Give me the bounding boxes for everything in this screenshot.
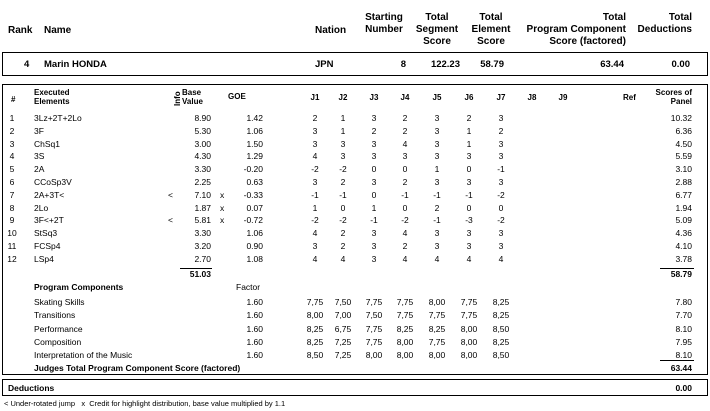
element-judge-1: -2 — [311, 215, 319, 226]
component-judge-7: 8,25 — [492, 310, 510, 321]
element-judge-6: 0 — [466, 164, 472, 175]
element-judge-6: 3 — [466, 241, 472, 251]
element-judge-2: -2 — [339, 215, 347, 226]
element-base-value: 3.00 — [194, 138, 211, 149]
deductions-value: 0.00 — [675, 383, 692, 393]
component-judge-3: 7,75 — [365, 323, 383, 334]
element-score: 2.88 — [675, 177, 692, 187]
element-judge-1: 3 — [312, 125, 318, 136]
element-judge-4: 2 — [402, 113, 408, 123]
element-score: 5.09 — [675, 215, 692, 226]
total-deductions-header: Total Deductions — [637, 12, 692, 35]
total-pcs-header: Total Program Component Score (factored) — [526, 12, 626, 47]
element-judge-3: 0 — [371, 164, 377, 175]
component-judge-7: 8,25 — [492, 336, 510, 347]
element-judge-4: 0 — [402, 202, 408, 213]
num-header: # — [11, 95, 16, 104]
element-score: 5.59 — [675, 151, 692, 162]
element-number: 4 — [9, 151, 15, 162]
element-judge-1: -2 — [311, 164, 319, 175]
element-judge-3: 0 — [371, 189, 377, 200]
element-judge-5: 3 — [434, 113, 440, 123]
element-judge-2: 4 — [340, 253, 346, 264]
element-score: 3.10 — [675, 164, 692, 175]
element-judge-2: 3 — [340, 151, 346, 162]
pcs-total-label: Judges Total Program Component Score (factored) — [34, 363, 241, 373]
element-judge-4: -1 — [401, 189, 409, 200]
element-number: 5 — [9, 164, 15, 175]
component-judge-3: 8,00 — [365, 350, 383, 361]
element-row — [2, 150, 708, 162]
program-component-row — [2, 309, 708, 321]
element-judge-1: 4 — [312, 228, 318, 239]
judge-4-header: J4 — [400, 93, 410, 102]
element-goe: 0.63 — [246, 177, 263, 187]
element-base-value: 4.30 — [194, 151, 211, 162]
element-name: FCSp4 — [34, 241, 61, 251]
component-judge-6: 7,75 — [460, 297, 478, 307]
element-judge-7: 3 — [498, 113, 504, 123]
element-judge-3: 3 — [371, 177, 377, 187]
element-number: 7 — [9, 189, 15, 200]
element-judge-2: 1 — [340, 113, 346, 123]
judge-3-header: J3 — [369, 93, 379, 102]
element-judge-2: -1 — [339, 189, 347, 200]
component-judge-2: 7,25 — [334, 350, 352, 361]
rank-header: Rank — [8, 25, 33, 36]
element-goe: -0.20 — [243, 164, 263, 175]
component-score: 7.95 — [675, 336, 692, 347]
element-judge-6: 1 — [466, 125, 472, 136]
element-judge-1: 3 — [312, 177, 318, 187]
element-base-value: 5.30 — [194, 125, 211, 136]
component-judge-4: 8,00 — [396, 336, 414, 347]
element-judge-5: 3 — [434, 177, 440, 187]
element-info: < — [168, 215, 173, 226]
element-row — [2, 189, 708, 201]
element-judge-6: 4 — [466, 253, 472, 264]
element-judge-3: 3 — [371, 241, 377, 251]
legend: < Under-rotated jump x Credit for highlight distribution, base value multiplied by 1.1 — [4, 399, 286, 408]
element-number: 3 — [9, 138, 15, 149]
element-name: 2Lo — [34, 202, 49, 213]
element-judge-7: 0 — [498, 202, 504, 213]
nation-header: Nation — [315, 25, 347, 36]
ref-header: Ref — [623, 93, 636, 102]
element-base-value: 7.10 — [194, 189, 211, 200]
judge-9-header: J9 — [558, 93, 568, 102]
component-judge-1: 8,00 — [306, 310, 324, 321]
skater-total-deductions: 0.00 — [671, 59, 690, 70]
program-component-row — [2, 323, 708, 335]
component-factor: 1.60 — [246, 310, 263, 321]
component-judge-5: 8,25 — [428, 323, 446, 334]
component-judge-1: 8,25 — [306, 323, 324, 334]
skater-nation: JPN — [315, 59, 334, 70]
element-judge-6: 3 — [466, 151, 472, 162]
element-judge-4: 2 — [402, 177, 408, 187]
skater-total-segment-score: 122.23 — [430, 59, 460, 70]
element-goe: 1.08 — [246, 253, 263, 264]
judge-2-header: J2 — [338, 93, 348, 102]
element-judge-3: 3 — [371, 253, 377, 264]
component-score: 7.70 — [675, 310, 692, 321]
component-factor: 1.60 — [246, 336, 263, 347]
component-name: Interpretation of the Music — [34, 350, 133, 361]
skater-name: Marin HONDA — [44, 59, 107, 70]
element-name: 3F<+2T — [34, 215, 64, 226]
element-judge-4: 4 — [402, 253, 408, 264]
component-judge-2: 7,25 — [334, 336, 352, 347]
element-goe: 1.42 — [246, 113, 263, 123]
component-judge-5: 7,75 — [428, 310, 446, 321]
element-judge-5: 3 — [434, 138, 440, 149]
element-name: LSp4 — [34, 253, 54, 264]
element-judge-4: 3 — [402, 151, 408, 162]
element-judge-5: 3 — [434, 151, 440, 162]
element-judge-2: 2 — [340, 241, 346, 251]
element-goe: -0.72 — [243, 215, 263, 226]
element-judge-7: 3 — [498, 138, 504, 149]
element-judge-1: 3 — [312, 241, 318, 251]
pcs-total-rule — [660, 360, 694, 361]
element-goe: 0.90 — [246, 241, 263, 251]
element-judge-7: -1 — [497, 164, 505, 175]
element-score: 4.50 — [675, 138, 692, 149]
program-components-title: Program Components — [34, 282, 124, 292]
element-score: 6.77 — [675, 189, 692, 200]
element-goe: 1.29 — [246, 151, 263, 162]
component-name: Performance — [34, 323, 83, 334]
element-name: 3S — [34, 151, 45, 162]
element-x-credit: x — [220, 202, 225, 213]
component-judge-6: 8,00 — [460, 323, 478, 334]
element-judge-1: 2 — [312, 113, 318, 123]
element-goe: 1.06 — [246, 125, 263, 136]
element-base-value: 2.70 — [194, 253, 211, 264]
element-number: 6 — [9, 177, 15, 187]
element-judge-7: 2 — [498, 125, 504, 136]
component-judge-2: 6,75 — [334, 323, 352, 334]
component-judge-6: 8,00 — [460, 350, 478, 361]
element-judge-5: 3 — [434, 228, 440, 239]
element-number: 2 — [9, 125, 15, 136]
judge-8-header: J8 — [527, 93, 537, 102]
element-row — [2, 163, 708, 175]
element-number: 1 — [9, 113, 15, 123]
element-judge-2: 1 — [340, 125, 346, 136]
deductions-box — [2, 379, 708, 396]
element-name: CCoSp3V — [34, 177, 72, 187]
element-goe: 1.06 — [246, 228, 263, 239]
component-factor: 1.60 — [246, 297, 263, 307]
element-judge-2: 2 — [340, 177, 346, 187]
element-judge-5: 4 — [434, 253, 440, 264]
element-judge-4: 2 — [402, 241, 408, 251]
starting-number-header: Starting Number — [365, 12, 403, 35]
element-judge-7: -2 — [497, 215, 505, 226]
component-score: 8.10 — [675, 323, 692, 334]
base-value-header: Base Value — [182, 88, 203, 107]
element-base-value: 3.30 — [194, 228, 211, 239]
element-name: 3Lz+2T+2Lo — [34, 113, 82, 123]
element-number: 11 — [7, 241, 17, 251]
element-judge-3: 3 — [371, 138, 377, 149]
element-judge-2: -2 — [339, 164, 347, 175]
component-judge-6: 7,75 — [460, 310, 478, 321]
element-number: 9 — [9, 215, 15, 226]
element-judge-2: 0 — [340, 202, 346, 213]
element-judge-6: 2 — [466, 113, 472, 123]
element-judge-7: 3 — [498, 151, 504, 162]
component-factor: 1.60 — [246, 323, 263, 334]
base-value-total: 51.03 — [189, 269, 211, 279]
total-segment-score-header: Total Segment Score — [415, 12, 459, 47]
element-row — [2, 227, 708, 239]
element-judge-4: -2 — [401, 215, 409, 226]
component-judge-4: 7,75 — [396, 297, 414, 307]
element-row — [2, 138, 708, 150]
element-base-value: 8.90 — [194, 113, 211, 123]
goe-header: GOE — [228, 92, 246, 101]
element-row — [2, 253, 708, 265]
element-row — [2, 125, 708, 137]
element-judge-6: 0 — [466, 202, 472, 213]
judge-1-header: J1 — [310, 93, 320, 102]
element-judge-7: 3 — [498, 241, 504, 251]
element-judge-5: -1 — [433, 215, 441, 226]
element-judge-5: 2 — [434, 202, 440, 213]
element-score: 10.32 — [670, 113, 692, 123]
component-judge-4: 8,00 — [396, 350, 414, 361]
info-header: Info — [173, 91, 182, 106]
component-judge-7: 8,50 — [492, 323, 510, 334]
element-base-value: 3.30 — [194, 164, 211, 175]
element-judge-3: 1 — [371, 202, 377, 213]
component-name: Composition — [34, 336, 82, 347]
element-judge-6: 3 — [466, 228, 472, 239]
element-judge-6: 3 — [466, 177, 472, 187]
element-judge-5: 3 — [434, 241, 440, 251]
component-judge-3: 7,75 — [365, 336, 383, 347]
skater-total-element-score: 58.79 — [480, 59, 504, 70]
element-score: 3.78 — [675, 253, 692, 264]
element-judge-3: 3 — [371, 113, 377, 123]
element-judge-4: 2 — [402, 125, 408, 136]
component-score: 8.10 — [675, 350, 692, 361]
element-judge-3: 2 — [371, 125, 377, 136]
element-judge-3: 3 — [371, 228, 377, 239]
judge-6-header: J6 — [464, 93, 474, 102]
element-judge-1: 4 — [312, 253, 318, 264]
component-judge-7: 8,50 — [492, 350, 510, 361]
element-judge-5: 3 — [434, 125, 440, 136]
deductions-label: Deductions — [8, 383, 55, 393]
element-base-value: 5.81 — [194, 215, 211, 226]
component-judge-5: 7,75 — [428, 336, 446, 347]
executed-elements-header: Executed Elements — [34, 88, 70, 107]
component-name: Skating Skills — [34, 297, 85, 307]
component-judge-1: 8,25 — [306, 336, 324, 347]
element-judge-1: 4 — [312, 151, 318, 162]
element-score: 6.36 — [675, 125, 692, 136]
component-judge-4: 8,25 — [396, 323, 414, 334]
component-judge-3: 7,50 — [365, 310, 383, 321]
element-name: 2A+3T< — [34, 189, 65, 200]
program-component-row — [2, 336, 708, 348]
component-judge-5: 8,00 — [428, 350, 446, 361]
program-component-row — [2, 296, 708, 308]
element-goe: -0.33 — [243, 189, 263, 200]
element-judge-3: 3 — [371, 151, 377, 162]
element-name: 3F — [34, 125, 44, 136]
element-base-value: 1.87 — [194, 202, 211, 213]
component-name: Transitions — [34, 310, 76, 321]
element-judge-1: 3 — [312, 138, 318, 149]
element-number: 12 — [7, 253, 17, 264]
element-judge-7: 4 — [498, 253, 504, 264]
skater-total-pcs: 63.44 — [600, 59, 624, 70]
element-judge-2: 2 — [340, 228, 346, 239]
element-x-credit: x — [220, 215, 225, 226]
element-judge-7: 3 — [498, 228, 504, 239]
element-judge-4: 4 — [402, 138, 408, 149]
component-judge-4: 7,75 — [396, 310, 414, 321]
element-judge-2: 3 — [340, 138, 346, 149]
tes-total: 58.79 — [670, 269, 692, 279]
element-name: ChSq1 — [34, 138, 60, 149]
element-row — [2, 202, 708, 214]
total-element-score-header: Total Element Score — [471, 12, 511, 47]
element-judge-7: 3 — [498, 177, 504, 187]
element-goe: 1.50 — [246, 138, 263, 149]
skater-rank: 4 — [24, 59, 30, 70]
element-name: StSq3 — [34, 228, 58, 239]
name-header: Name — [44, 25, 72, 36]
element-judge-3: -1 — [370, 215, 378, 226]
element-judge-1: 1 — [312, 202, 318, 213]
element-x-credit: x — [220, 189, 225, 200]
element-judge-5: 1 — [434, 164, 440, 175]
scores-of-panel-header: Scores of Panel — [655, 88, 692, 107]
element-goe: 0.07 — [246, 202, 263, 213]
component-judge-2: 7,00 — [334, 310, 352, 321]
element-row — [2, 214, 708, 226]
component-score: 7.80 — [675, 297, 692, 307]
component-judge-3: 7,75 — [365, 297, 383, 307]
component-judge-1: 7,75 — [306, 297, 324, 307]
element-judge-6: -3 — [465, 215, 473, 226]
element-judge-4: 0 — [402, 164, 408, 175]
skater-starting-number: 8 — [400, 59, 406, 70]
element-row — [2, 240, 708, 252]
element-judge-1: -1 — [311, 189, 319, 200]
element-score: 4.36 — [675, 228, 692, 239]
element-judge-4: 4 — [402, 228, 408, 239]
judge-5-header: J5 — [432, 93, 442, 102]
element-judge-6: -1 — [465, 189, 473, 200]
element-score: 1.94 — [675, 202, 692, 213]
component-factor: 1.60 — [246, 350, 263, 361]
element-number: 8 — [9, 202, 15, 213]
element-name: 2A — [34, 164, 45, 175]
program-component-row — [2, 349, 708, 361]
component-judge-7: 8,25 — [492, 297, 510, 307]
component-judge-2: 7,50 — [334, 297, 352, 307]
element-base-value: 2.25 — [194, 177, 211, 187]
component-judge-6: 8,00 — [460, 336, 478, 347]
element-judge-7: -2 — [497, 189, 505, 200]
element-judge-6: 1 — [466, 138, 472, 149]
element-info: < — [168, 189, 173, 200]
element-judge-5: -1 — [433, 189, 441, 200]
element-row — [2, 176, 708, 188]
component-judge-1: 8,50 — [306, 350, 324, 361]
element-number: 10 — [7, 228, 17, 239]
element-row — [2, 112, 708, 124]
component-judge-5: 8,00 — [428, 297, 446, 307]
pcs-total: 63.44 — [670, 363, 692, 373]
element-base-value: 3.20 — [194, 241, 211, 251]
element-score: 4.10 — [675, 241, 692, 251]
factor-header: Factor — [236, 282, 261, 292]
judge-7-header: J7 — [496, 93, 506, 102]
